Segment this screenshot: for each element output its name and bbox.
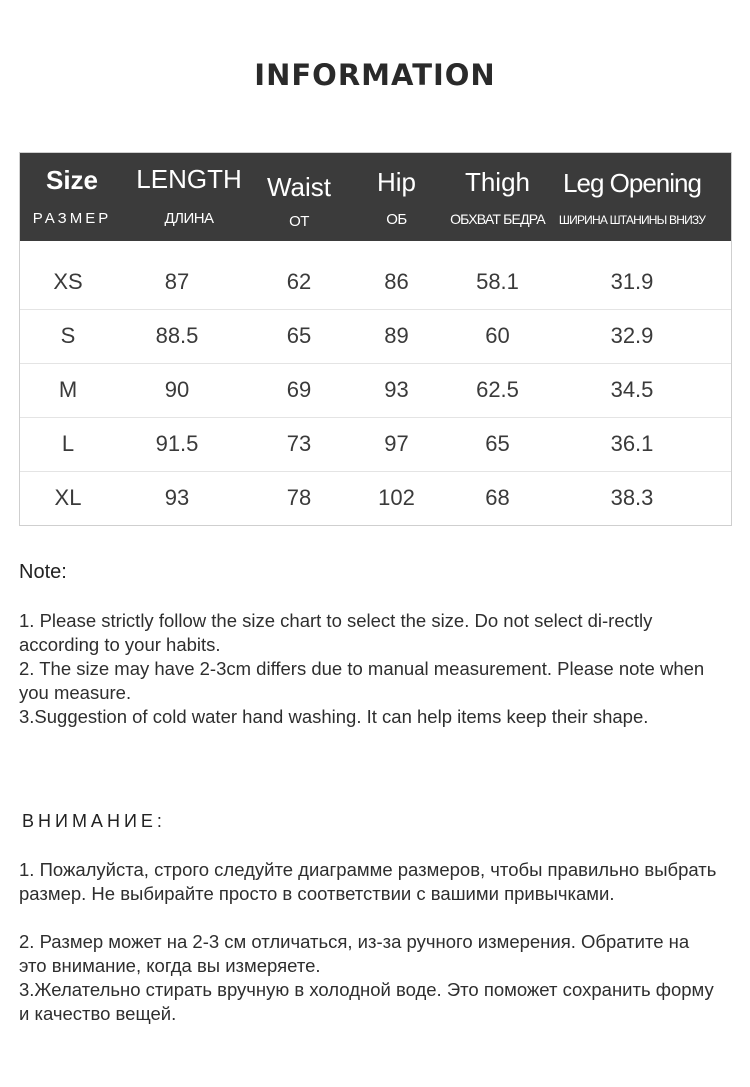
- cell-hip: 97: [384, 431, 409, 456]
- cell-thigh: 68: [485, 485, 510, 510]
- header-size: [20, 153, 124, 241]
- cell-hip: 86: [384, 269, 409, 294]
- cell-hip: 93: [384, 377, 409, 402]
- notice-ru-item-1: 1. Пожалуйста, строго следуйте диаграмме размеров, чтобы правильно выбрать размер. Не выбирайте просто в соответствии с вашими привычками.: [19, 859, 717, 904]
- note-item-3: 3.Suggestion of cold water hand washing. It can help items keep their shape.: [19, 706, 649, 727]
- notice-ru-item-3: 3.Желательно стирать вручную в холодной воде. Это поможет сохранить форму и качество вещей.: [19, 979, 714, 1024]
- cell-size: XL: [54, 485, 82, 510]
- header-leg-opening-label: Leg Opening: [563, 168, 701, 198]
- header-waist-label: Waist: [266, 172, 332, 202]
- cell-waist: 73: [286, 431, 312, 456]
- cell-waist: 62: [286, 269, 312, 294]
- header-thigh-label: Thigh: [464, 167, 531, 197]
- header-size-sublabel: РАЗМЕР: [32, 210, 112, 227]
- cell-waist: 69: [286, 377, 312, 402]
- cell-thigh: 60: [485, 323, 510, 348]
- header-hip: [344, 153, 449, 241]
- cell-leg-opening: 38.3: [610, 485, 654, 510]
- cell-length: 90: [164, 377, 190, 402]
- table-header: [20, 153, 731, 241]
- size-chart-table: [19, 152, 732, 526]
- header-thigh-sublabel: ОБХВАТ БЕДРА: [450, 211, 545, 227]
- header-leg-opening: [558, 153, 706, 241]
- header-thigh: [435, 153, 560, 241]
- cell-length: 93: [164, 485, 190, 510]
- table-row: [20, 471, 731, 525]
- cell-thigh: 65: [485, 431, 510, 456]
- cell-leg-opening: 31.9: [610, 269, 654, 294]
- header-length-sublabel: ДЛИНА: [164, 210, 214, 227]
- cell-size: L: [61, 431, 75, 456]
- note-item-1: 1. Please strictly follow the size chart to select the size. Do not select di-rectly according to your habits.: [19, 610, 653, 655]
- header-length: [124, 153, 254, 241]
- table-row: [20, 309, 731, 364]
- notice-ru-item-2: 2. Размер может на 2-3 см отличаться, из-за ручного измерения. Обратите на это внимание, когда вы измеряете.: [19, 931, 690, 976]
- cell-size: S: [60, 323, 76, 348]
- header-waist-sublabel: ОТ: [289, 213, 309, 230]
- note-item-2: 2. The size may have 2-3cm differs due to manual measurement. Please note when you measure.: [19, 658, 705, 703]
- cell-hip: 89: [384, 323, 409, 348]
- cell-thigh: 58.1: [476, 269, 519, 294]
- cell-leg-opening: 32.9: [610, 323, 654, 348]
- cell-length: 87: [164, 269, 190, 294]
- cell-size: XS: [53, 269, 83, 294]
- header-hip-sublabel: ОБ: [386, 211, 407, 228]
- cell-waist: 65: [286, 323, 312, 348]
- page-title: INFORMATION: [254, 58, 496, 92]
- cell-leg-opening: 34.5: [610, 377, 654, 402]
- cell-size: M: [58, 377, 78, 402]
- header-waist: [254, 153, 344, 241]
- cell-thigh: 62.5: [476, 377, 519, 402]
- notice-ru-heading: ВНИМАНИЕ:: [22, 811, 166, 831]
- cell-leg-opening: 36.1: [610, 431, 654, 456]
- cell-length: 88.5: [155, 323, 199, 348]
- header-leg-opening-sublabel: ШИРИНА ШТАНИНЫ ВНИЗУ: [558, 213, 706, 227]
- note-heading: Note:: [19, 561, 67, 583]
- cell-length: 91.5: [155, 431, 199, 456]
- header-hip-label: Hip: [376, 167, 416, 197]
- cell-hip: 102: [378, 485, 415, 510]
- header-size-label: Size: [45, 165, 99, 195]
- table-row: [20, 417, 731, 472]
- header-length-label: LENGTH: [136, 164, 242, 194]
- table-row: [20, 363, 731, 418]
- table-row: [20, 255, 731, 310]
- cell-waist: 78: [286, 485, 312, 510]
